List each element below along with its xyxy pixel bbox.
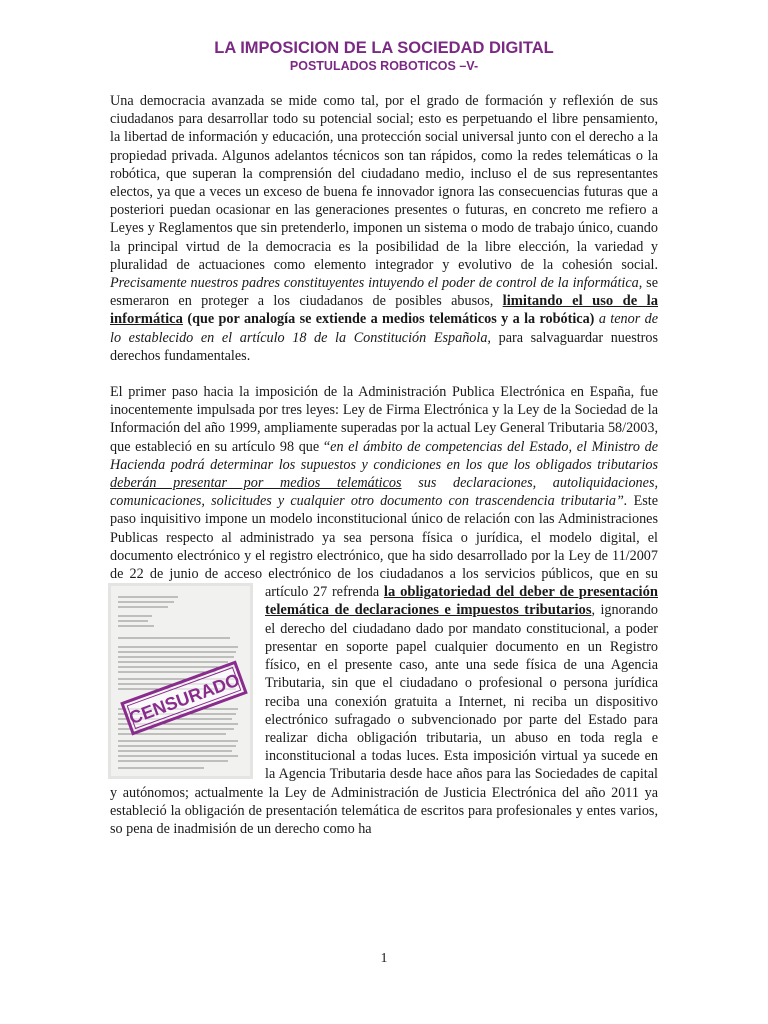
p1-text-1: Una democracia avanzada se mide como tal, por el grado de formación y reflexión de sus ciudadanos para desarrollar todo su potencial social; esto es perpetuando el libre pensamiento, la libertad de información y educación, una protección social universal junto con el derecho a la propiedad privada. Algunos adelantos técnicos son tan rápidos, como la redes telemáticas o la robótica, que superan la comprensión del ciudadano medio, incluso el de sus representantes electos, ya que a veces un exceso de buena fe innovador ignora las consecuencias futuras que a posteriori puedan ocasionar en las generaciones presentes o futuras, en concreto me refiero a Leyes y Reglamentos que sin pretenderlo, imponen un sistema o modo de trabajo único, cuando la principal virtud de la democracia es la posibilidad de la libre elección, la variedad y pluralidad de actuaciones como elemento integrador y evolutivo de la cohesión social. — [110, 93, 658, 273]
censored-document-image — [108, 583, 253, 779]
p1-bold-underline: limitando el uso de la informática — [110, 293, 659, 328]
p2-italic-1: en el ámbito de competencias del Estado, el Ministro de Hacienda podrá determinar los supuestos y condiciones en los que los obligados tributarios — [110, 438, 658, 473]
p1-text-2: , se esmeraron en proteger a los ciudadanos de posibles abusos, — [110, 275, 658, 310]
page-title: LA IMPOSICION DE LA SOCIEDAD DIGITAL — [214, 39, 554, 57]
paragraph-1 — [110, 92, 658, 365]
p2-text-2: Este paso inquisitivo impone un modelo inconstitucional único de relación con las Administraciones Publicas respecto al administrado ya sea persona física o jurídica, el modelo digital, el documento electrónico y el registro electrónico, que ha sido desarrollado por la Ley de 11/2007 de 22 de junio de acceso electrónico de los ciudadanos a los servicios públicos, que en su artículo 27 refrenda — [110, 493, 659, 601]
p2-bold-underline: la obligatoriedad del deber de presentación telemática de declaraciones e impuestos tributarios — [265, 584, 658, 619]
p2-italic-2: sus declaraciones, autoliquidaciones, comunicaciones, solicitudes y cualquier otro documento con trascendencia tributaria”. — [110, 475, 659, 510]
page-subtitle: POSTULADOS ROBOTICOS –V- — [289, 59, 479, 73]
p1-italic-2: a tenor de lo establecido en el artículo 18 de la Constitución Española, — [110, 311, 659, 346]
p2-text-1: El primer paso hacia la imposición de la Administración Publica Electrónica en España, fue inocentemente impulsada por tres leyes: Ley de Firma Electrónica y la Ley de la Sociedad de la Información del año 1999, ampliamente superadas por la actual Ley General Tributaria 58/2003, que estableció en su artículo 98 que “ — [110, 384, 658, 455]
censored-document-icon — [108, 583, 253, 779]
page-number: 1 — [380, 951, 388, 966]
p2-italic-underline: deberán presentar por medios telemáticos — [110, 475, 402, 492]
p2-text-3: , ignorando el derecho del ciudadano dado por mandato constitucional, a poder presentar en soporte papel cualquier documento en un Registro físico, en el presente caso, ante una sede física de una Agencia Tributaria, sin que el ciudadano o profesional o persona jurídica reciba una conexión gratuita a Internet, ni reciba un dispositivo electrónico sufragado o subvencionado por parte del Estado para realizar dicha obligación tributaria, un abuso en toda regla e inconstitucional a todas luces. Esta imposición virtual ya sucede en la Agencia Tributaria desde hace años para las Sociedades de capital y autónomos; actualmente la Ley de Administración de Justicia Electrónica del año 2011 ya estableció la obligación de presentación telemática de escritos para profesionales y entes varios, so pena de inadmisión de un derecho como ha — [110, 602, 658, 837]
paragraph-2 — [110, 383, 658, 838]
p1-bold: (que por analogía se extiende a medios telemáticos y a la robótica) — [187, 311, 595, 328]
stamp-text: CENSURADO — [126, 669, 243, 729]
document-page — [110, 38, 658, 838]
p1-text-3: para salvaguardar nuestros derechos fundamentales. — [110, 329, 659, 364]
p1-italic-1: Precisamente nuestros padres constituyentes intuyendo el poder de control de la informática — [110, 275, 639, 292]
